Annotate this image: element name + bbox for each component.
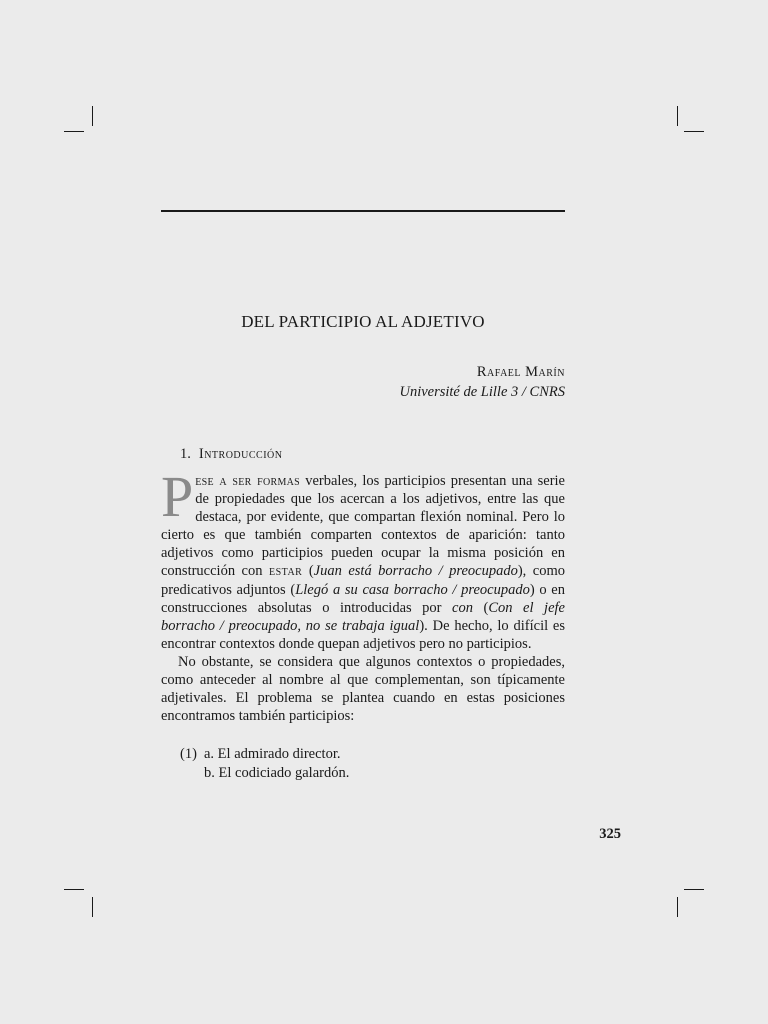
drop-cap: P: [161, 464, 194, 529]
example-row: [180, 745, 349, 764]
paragraph: No obstante, se considera que algunos contextos o propiedades, como anteceder al nombre al que complementan, son típicamente adjetivales. El problema se plantea cuando en estas posiciones encontramos también participios:: [161, 653, 565, 725]
text-segment: ), como predicativos adjuntos (: [161, 563, 565, 598]
author-affiliation: Université de Lille 3 / CNRS: [399, 384, 565, 400]
header-rule: [161, 210, 565, 212]
section-number: 1.: [180, 446, 191, 462]
crop-mark: [684, 889, 704, 890]
example-text: Con el jefe borracho / preocupado, no se trabaja igual: [161, 599, 565, 634]
page-number: 325: [599, 826, 621, 842]
body-text: [161, 464, 566, 725]
term-estar: estar: [268, 563, 303, 580]
example-text: Juan está borracho / preocupado: [313, 563, 518, 580]
example-row: [180, 764, 349, 783]
example-text: Llegó a su casa borracho / preocupado: [295, 581, 530, 598]
text-segment: ). De hecho, lo difícil es encontrar contextos donde quepan adjetivos pero no participios.: [161, 617, 566, 652]
text-segment: (: [302, 563, 314, 580]
crop-mark: [677, 897, 678, 917]
crop-mark: [64, 889, 84, 890]
example-item: b. El codiciado galardón.: [204, 765, 350, 781]
paragraph: [161, 464, 566, 653]
crop-mark: [64, 131, 84, 132]
section-heading: [180, 446, 282, 463]
crop-mark: [684, 131, 704, 132]
text-segment: verbales, los participios presentan una serie de propiedades que los acercan a los adjetivos, entre las que destaca, por evidente, que compartan flexión nominal. Pero lo cierto es que también comparten contextos de aparición: tanto adjetivos como participios pueden ocupar la misma posición en construcción con: [161, 473, 565, 580]
example-number: (1): [180, 746, 197, 762]
example-block: [180, 745, 349, 783]
example-indent: [180, 764, 204, 783]
example-item: a. El admirado director.: [204, 746, 341, 762]
crop-mark: [677, 106, 678, 126]
author-name: Rafael Marín: [476, 364, 565, 380]
article-title: DEL PARTICIPIO AL ADJETIVO: [241, 312, 485, 331]
opening-words: ese a ser formas: [195, 473, 301, 489]
section-title: Introducción: [198, 446, 283, 462]
crop-mark: [92, 106, 93, 126]
crop-mark: [92, 897, 93, 917]
term-con: con: [452, 599, 473, 616]
text-segment: (: [472, 599, 489, 616]
text-segment: ) o en construcciones absolutas o introducidas por: [161, 581, 565, 616]
